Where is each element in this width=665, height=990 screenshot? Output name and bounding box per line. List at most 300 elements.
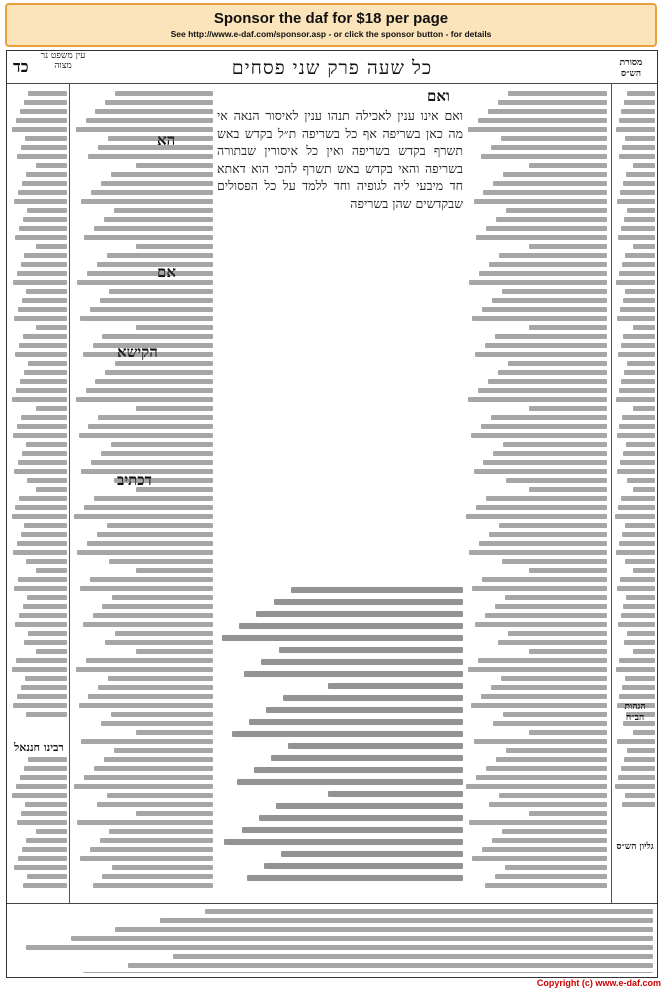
text-line	[26, 838, 67, 843]
text-line	[232, 731, 463, 737]
text-line	[21, 415, 67, 420]
tosafot-heading-3: הקישא	[117, 343, 158, 361]
text-line	[624, 757, 655, 762]
text-line	[617, 739, 655, 744]
text-line	[623, 451, 655, 456]
text-line	[27, 478, 67, 483]
text-line	[28, 91, 67, 96]
text-line	[488, 109, 607, 114]
text-line	[22, 298, 67, 303]
text-line	[619, 424, 655, 429]
text-line	[95, 379, 213, 384]
text-line	[237, 779, 463, 785]
text-line	[615, 784, 655, 789]
page-header	[7, 51, 657, 85]
text-line	[86, 118, 213, 123]
text-line	[23, 604, 67, 609]
text-line	[80, 586, 213, 591]
text-line	[625, 559, 655, 564]
text-line	[90, 577, 213, 582]
text-line	[114, 478, 213, 483]
text-line	[619, 118, 655, 123]
text-line	[14, 316, 67, 321]
text-line	[618, 775, 655, 780]
margin-divider-left	[69, 83, 70, 903]
text-line	[474, 739, 607, 744]
text-line	[622, 145, 655, 150]
text-line	[26, 712, 67, 717]
text-line	[107, 253, 213, 258]
text-line	[496, 217, 607, 222]
text-line	[469, 820, 607, 825]
text-line	[13, 280, 67, 285]
text-line	[489, 802, 607, 807]
sponsor-subtitle[interactable]: See http://www.e-daf.com/sponsor.asp - or click the sponsor button - for details	[170, 29, 492, 39]
text-line	[478, 118, 607, 123]
text-line	[618, 505, 655, 510]
text-line	[624, 640, 655, 645]
text-line	[625, 136, 655, 141]
text-line	[501, 136, 608, 141]
text-line	[95, 109, 213, 114]
text-line	[492, 838, 607, 843]
text-line	[18, 856, 67, 861]
text-line	[493, 721, 607, 726]
text-line	[94, 766, 213, 771]
text-line	[529, 406, 607, 411]
text-line	[620, 190, 655, 195]
text-line	[100, 298, 213, 303]
text-line	[503, 442, 607, 447]
text-line	[74, 514, 213, 519]
talmud-page	[6, 50, 658, 978]
text-line	[12, 397, 67, 402]
text-line	[104, 217, 213, 222]
header-divider	[7, 83, 657, 84]
footer-notes	[13, 909, 653, 973]
text-line	[506, 478, 607, 483]
text-line	[36, 244, 67, 249]
text-line	[84, 235, 213, 240]
text-line	[498, 640, 607, 645]
text-line	[476, 235, 607, 240]
text-line	[136, 487, 213, 492]
text-line	[24, 253, 67, 258]
text-line	[259, 815, 463, 821]
text-line	[622, 685, 655, 690]
text-line	[276, 803, 463, 809]
text-line	[468, 667, 607, 672]
text-line	[93, 613, 213, 618]
text-line	[625, 289, 655, 294]
text-line	[279, 647, 464, 653]
text-line	[619, 271, 655, 276]
text-line	[12, 514, 67, 519]
text-line	[84, 505, 213, 510]
text-line	[468, 397, 607, 402]
text-line	[529, 163, 607, 168]
text-line	[621, 766, 655, 771]
text-line	[36, 406, 67, 411]
chapter-title: כל שעה פרק שני פסחים	[231, 57, 433, 79]
text-line	[619, 154, 655, 159]
text-line	[620, 577, 655, 582]
text-line	[111, 712, 213, 717]
text-line	[529, 244, 607, 249]
text-line	[71, 936, 653, 941]
text-line	[495, 874, 607, 879]
text-line	[239, 623, 463, 629]
text-line	[128, 963, 653, 968]
text-line	[76, 127, 213, 132]
text-line	[622, 532, 655, 537]
text-line	[111, 442, 213, 447]
text-line	[485, 883, 607, 888]
text-line	[256, 611, 463, 617]
text-line	[16, 658, 67, 663]
text-line	[109, 559, 213, 564]
text-line	[476, 775, 607, 780]
text-line	[633, 487, 655, 492]
text-line	[502, 829, 607, 834]
text-line	[22, 451, 67, 456]
text-line	[627, 361, 655, 366]
text-line	[12, 793, 67, 798]
text-line	[16, 118, 67, 123]
text-line	[283, 695, 463, 701]
text-line	[12, 667, 67, 672]
gilyon-heading: גליון הש״ס	[616, 842, 654, 852]
text-line	[617, 586, 655, 591]
text-line	[502, 289, 607, 294]
text-line	[505, 865, 607, 870]
text-line	[472, 316, 607, 321]
text-line	[93, 883, 213, 888]
text-line	[489, 532, 607, 537]
text-line	[13, 433, 67, 438]
text-line	[623, 181, 655, 186]
text-line	[478, 658, 607, 663]
text-line	[499, 253, 607, 258]
text-line	[482, 307, 607, 312]
text-line	[505, 595, 607, 600]
text-line	[17, 424, 67, 429]
text-line	[22, 181, 67, 186]
text-line	[249, 719, 463, 725]
text-line	[94, 496, 213, 501]
daf-number: כד	[13, 57, 29, 76]
text-line	[481, 154, 607, 159]
text-line	[36, 649, 67, 654]
text-line	[19, 613, 67, 618]
text-line	[14, 199, 67, 204]
text-line	[24, 640, 67, 645]
tosafot-heading: הא	[157, 131, 176, 149]
text-line	[28, 631, 67, 636]
text-line	[619, 658, 655, 663]
text-line	[481, 424, 607, 429]
text-line	[80, 316, 213, 321]
text-line	[18, 307, 67, 312]
text-line	[26, 945, 653, 950]
text-line	[20, 379, 67, 384]
sponsor-banner[interactable]	[5, 3, 657, 47]
text-line	[621, 226, 655, 231]
text-line	[529, 649, 607, 654]
text-line	[20, 775, 67, 780]
text-line	[136, 244, 213, 249]
text-line	[619, 388, 655, 393]
text-line	[36, 829, 67, 834]
text-line	[508, 631, 607, 636]
text-line	[26, 559, 67, 564]
text-line	[15, 505, 67, 510]
text-line	[83, 972, 653, 973]
text-line	[86, 388, 213, 393]
text-line	[21, 145, 67, 150]
copyright-link[interactable]: Copyright (c) www.e-daf.com	[536, 978, 661, 988]
text-line	[18, 577, 67, 582]
text-line	[36, 487, 67, 492]
rashi-column	[465, 91, 607, 891]
text-line	[24, 370, 67, 375]
text-line	[466, 514, 607, 519]
text-line	[502, 559, 607, 564]
text-line	[483, 190, 607, 195]
text-line	[625, 253, 655, 258]
text-line	[91, 460, 213, 465]
text-line	[271, 755, 463, 761]
ein-mishpat-column	[11, 91, 67, 731]
text-line	[621, 379, 655, 384]
text-line	[478, 388, 607, 393]
text-line	[617, 469, 655, 474]
text-line	[84, 775, 213, 780]
text-line	[479, 271, 607, 276]
text-line	[491, 415, 607, 420]
tosafot-heading-4: דכתיב	[117, 471, 152, 489]
text-line	[621, 109, 655, 114]
text-line	[482, 577, 607, 582]
text-line	[136, 406, 213, 411]
text-line	[109, 829, 213, 834]
text-line	[16, 784, 67, 789]
text-line	[508, 91, 607, 96]
gemara-continuation	[217, 587, 463, 887]
text-line	[491, 685, 607, 690]
text-line	[102, 874, 213, 879]
text-line	[244, 671, 463, 677]
text-line	[495, 334, 607, 339]
text-line	[488, 379, 607, 384]
text-line	[77, 550, 213, 555]
text-line	[626, 442, 655, 447]
text-line	[529, 568, 607, 573]
text-line	[87, 541, 213, 546]
text-line	[18, 190, 67, 195]
text-line	[13, 550, 67, 555]
text-line	[620, 307, 655, 312]
text-line	[100, 838, 213, 843]
text-line	[479, 541, 607, 546]
text-line	[115, 361, 213, 366]
text-line	[20, 109, 67, 114]
text-line	[25, 136, 67, 141]
gemara-text: ואם אינו ענין לאכילה תנהו ענין לאיסור הנאה אי מה כאן בשריפה אף כל בשריפה ת״ל בקדש באש תשרף בקדש בשריפה ואין כל איסורין שבתורה בשריפה והאי בקדש באש תשרף להכי הוא דאתא חד מיבעי ליה לגופיה וחד ללמד על כל הפסולים שבקדשים שהן בשריפה	[217, 108, 463, 211]
text-line	[136, 649, 213, 654]
text-line	[622, 415, 655, 420]
text-line	[620, 460, 655, 465]
text-line	[469, 550, 607, 555]
text-line	[247, 875, 463, 881]
text-line	[173, 954, 653, 959]
text-line	[17, 694, 67, 699]
text-line	[36, 325, 67, 330]
text-line	[115, 631, 213, 636]
text-line	[15, 352, 67, 357]
text-line	[492, 298, 607, 303]
text-line	[618, 352, 655, 357]
text-line	[21, 685, 67, 690]
text-line	[109, 289, 213, 294]
text-line	[112, 595, 213, 600]
text-line	[97, 532, 213, 537]
text-line	[499, 523, 607, 528]
text-line	[506, 208, 607, 213]
text-line	[489, 262, 607, 267]
text-line	[623, 298, 655, 303]
text-line	[27, 874, 67, 879]
text-line	[627, 631, 655, 636]
text-line	[622, 802, 655, 807]
text-line	[101, 451, 213, 456]
text-line	[471, 703, 607, 708]
text-line	[623, 604, 655, 609]
text-line	[472, 586, 607, 591]
text-line	[19, 343, 67, 348]
text-line	[25, 802, 67, 807]
text-line	[88, 424, 213, 429]
text-line	[15, 622, 67, 627]
text-line	[28, 361, 67, 366]
text-line	[81, 469, 213, 474]
text-line	[21, 532, 67, 537]
mesorah-column	[615, 91, 655, 891]
text-line	[27, 595, 67, 600]
text-line	[616, 280, 655, 285]
text-line	[222, 635, 463, 641]
text-line	[98, 145, 213, 150]
text-line	[79, 433, 213, 438]
text-line	[627, 91, 655, 96]
footer-divider	[7, 903, 657, 904]
text-line	[469, 280, 607, 285]
text-line	[111, 172, 213, 177]
text-line	[627, 748, 655, 753]
text-line	[633, 163, 655, 168]
text-line	[115, 91, 213, 96]
text-line	[105, 370, 213, 375]
text-line	[13, 703, 67, 708]
text-line	[503, 172, 607, 177]
text-line	[114, 208, 213, 213]
sponsor-title[interactable]: Sponsor the daf for $18 per page	[213, 10, 449, 27]
text-line	[288, 743, 463, 749]
text-line	[74, 784, 213, 789]
text-line	[77, 280, 213, 285]
text-line	[102, 334, 213, 339]
text-line	[266, 707, 463, 713]
text-line	[105, 640, 213, 645]
text-line	[18, 460, 67, 465]
text-line	[633, 730, 655, 735]
text-line	[485, 613, 607, 618]
text-line	[14, 469, 67, 474]
text-line	[618, 622, 655, 627]
text-line	[80, 856, 213, 861]
text-line	[501, 676, 608, 681]
text-line	[23, 217, 67, 222]
text-line	[633, 244, 655, 249]
text-line	[624, 370, 655, 375]
text-line	[114, 748, 213, 753]
text-line	[17, 154, 67, 159]
text-line	[88, 694, 213, 699]
text-line	[16, 388, 67, 393]
text-line	[97, 802, 213, 807]
text-line	[261, 659, 463, 665]
text-line	[81, 739, 213, 744]
text-line	[529, 487, 607, 492]
tosafot-column	[73, 91, 213, 891]
text-line	[112, 865, 213, 870]
text-line	[624, 217, 655, 222]
text-line	[101, 721, 213, 726]
text-line	[108, 136, 213, 141]
text-line	[625, 676, 655, 681]
text-line	[205, 909, 653, 914]
text-line	[475, 352, 607, 357]
text-line	[88, 154, 213, 159]
text-line	[622, 262, 655, 267]
text-line	[14, 586, 67, 591]
text-line	[529, 730, 607, 735]
text-line	[491, 145, 607, 150]
text-line	[496, 757, 607, 762]
text-line	[24, 100, 67, 105]
text-line	[24, 766, 67, 771]
text-line	[36, 568, 67, 573]
text-line	[12, 127, 67, 132]
hagahot-heading: הגהות הב״ח	[624, 702, 646, 723]
text-line	[624, 100, 655, 105]
text-line	[98, 685, 213, 690]
text-line	[621, 496, 655, 501]
text-line	[86, 658, 213, 663]
text-line	[83, 622, 213, 627]
text-line	[499, 793, 607, 798]
text-line	[529, 325, 607, 330]
text-line	[97, 262, 213, 267]
text-line	[482, 847, 607, 852]
text-line	[83, 352, 213, 357]
text-line	[617, 316, 655, 321]
text-line	[224, 839, 463, 845]
text-line	[101, 181, 213, 186]
text-line	[26, 172, 67, 177]
text-line	[474, 199, 607, 204]
text-line	[242, 827, 463, 833]
